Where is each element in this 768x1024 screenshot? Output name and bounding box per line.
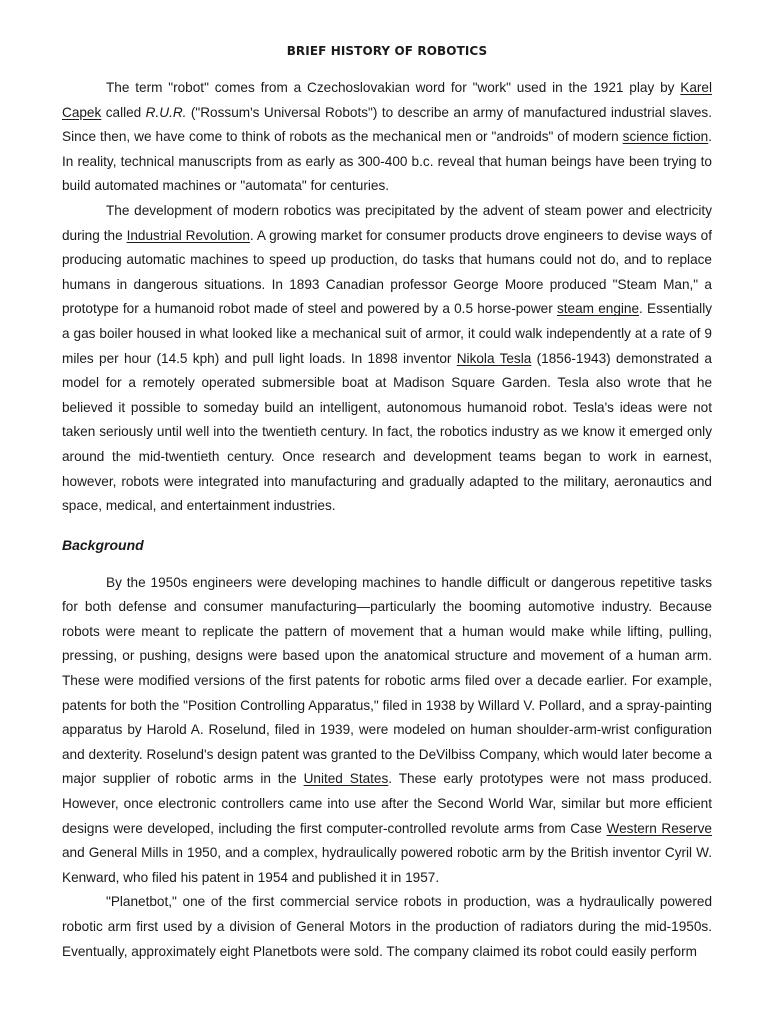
- text-run: . In reality, technical manuscripts from as early as 300-400 b.c. reveal that human beings have been trying to build automated machines or "automata" for centuries.: [62, 129, 712, 194]
- text-run: . These early prototypes were not mass produced. However, once electronic controllers came into use after the Second World War, similar but more efficient designs were developed, including the first computer-controlled revolute arms from Case: [62, 771, 713, 836]
- text-run: called: [101, 104, 146, 120]
- text-run: "Planetbot," one of the first commercial service robots in production, was a hydraulically powered robotic arm first used by a division of General Motors in the production of radiators during the mid-1950s. Eventually, approximately eight Planetbots were sold. The company claimed its robot could easily perform: [62, 894, 712, 959]
- text-run: The term "robot" comes from a Czechoslovakian word for "work" used in the 1921 play by: [106, 80, 681, 95]
- text-run: and General Mills in 1950, and a complex, hydraulically powered robotic arm by the British inventor Cyril W. Kenward, who filed his patent in 1954 and published it in 1957.: [62, 845, 712, 885]
- link-nikola-tesla[interactable]: Nikola Tesla: [456, 350, 532, 366]
- link-karel-capek[interactable]: Karel Capek: [62, 80, 712, 120]
- link-industrial-revolution[interactable]: Industrial Revolution: [126, 227, 250, 243]
- play-title-rur: R.U.R.: [145, 104, 187, 120]
- text-run: By the 1950s engineers were developing machines to handle difficult or dangerous repetitive tasks for both defense and consumer manufacturing—particularly the booming automotive industry. Because robots were meant to replicate the pattern of movement that a human would make while lifting, pulling, pressing, or pushing, designs were based upon the anatomical structure and movement of a human arm. These were modified versions of the first patents for robotic arms filed over a decade earlier. For example, patents for both the "Position Controlling Apparatus," filed in 1938 by Willard V. Pollard, and a spray-painting apparatus by Harold A. Roselund, filed in 1939, were modeled on human shoulder-arm-wrist configuration and dexterity. Roselund's design patent was granted to the DeVilbiss Company, which would later become a major supplier of robotic arms in the: [62, 574, 712, 787]
- paragraph-planetbot: [62, 890, 712, 964]
- link-steam-engine[interactable]: steam engine: [556, 301, 640, 317]
- text-run: (1856-1943) demonstrated a model for a remotely operated submersible boat at Madison Square Garden. Tesla also wrote that he believed it possible to someday build an intelligent, autonomous humanoid robot. Tesla's ideas were not taken seriously until well into the twentieth century. In fact, the robotics industry as we know it emerged only around the mid-twentieth century. Once research and development teams began to work in earnest, however, robots were integrated into manufacturing and gradually adapted to the military, aeronautics and space, medical, and entertainment industries.: [62, 350, 712, 514]
- paragraph-robot-origin: [62, 76, 712, 199]
- link-united-states[interactable]: United States: [303, 771, 389, 787]
- text-run: ("Rossum's Universal Robots") to describe an army of manufactured industrial slaves. Since then, we have come to think of robots as the mechanical men or "androids" of modern: [62, 104, 712, 145]
- link-western-reserve[interactable]: Western Reserve: [606, 820, 712, 836]
- text-run: . A growing market for consumer products drove engineers to devise ways of producing automatic machines to speed up production, do tasks that humans could not do, and to replace humans in dangerous situations. In 1893 Canadian professor George Moore produced "Steam Man," a prototype for a humanoid robot made of steel and powered by a 0.5 horse-power: [62, 227, 712, 317]
- section-heading-background: Background: [62, 536, 144, 553]
- text-run: The development of modern robotics was precipitated by the advent of steam power and electricity during the: [62, 202, 712, 243]
- document-title: BRIEF HISTORY OF ROBOTICS: [286, 44, 488, 58]
- link-science-fiction[interactable]: science fiction: [622, 129, 709, 145]
- text-run: . Essentially a gas boiler housed in what looked like a mechanical suit of armor, it could walk independently at a rate of 9 miles per hour (14.5 kph) and pull light loads. In 1898 inventor: [62, 301, 713, 366]
- paragraph-modern-development: [62, 199, 712, 519]
- paragraph-1950s-engineering: [62, 571, 712, 891]
